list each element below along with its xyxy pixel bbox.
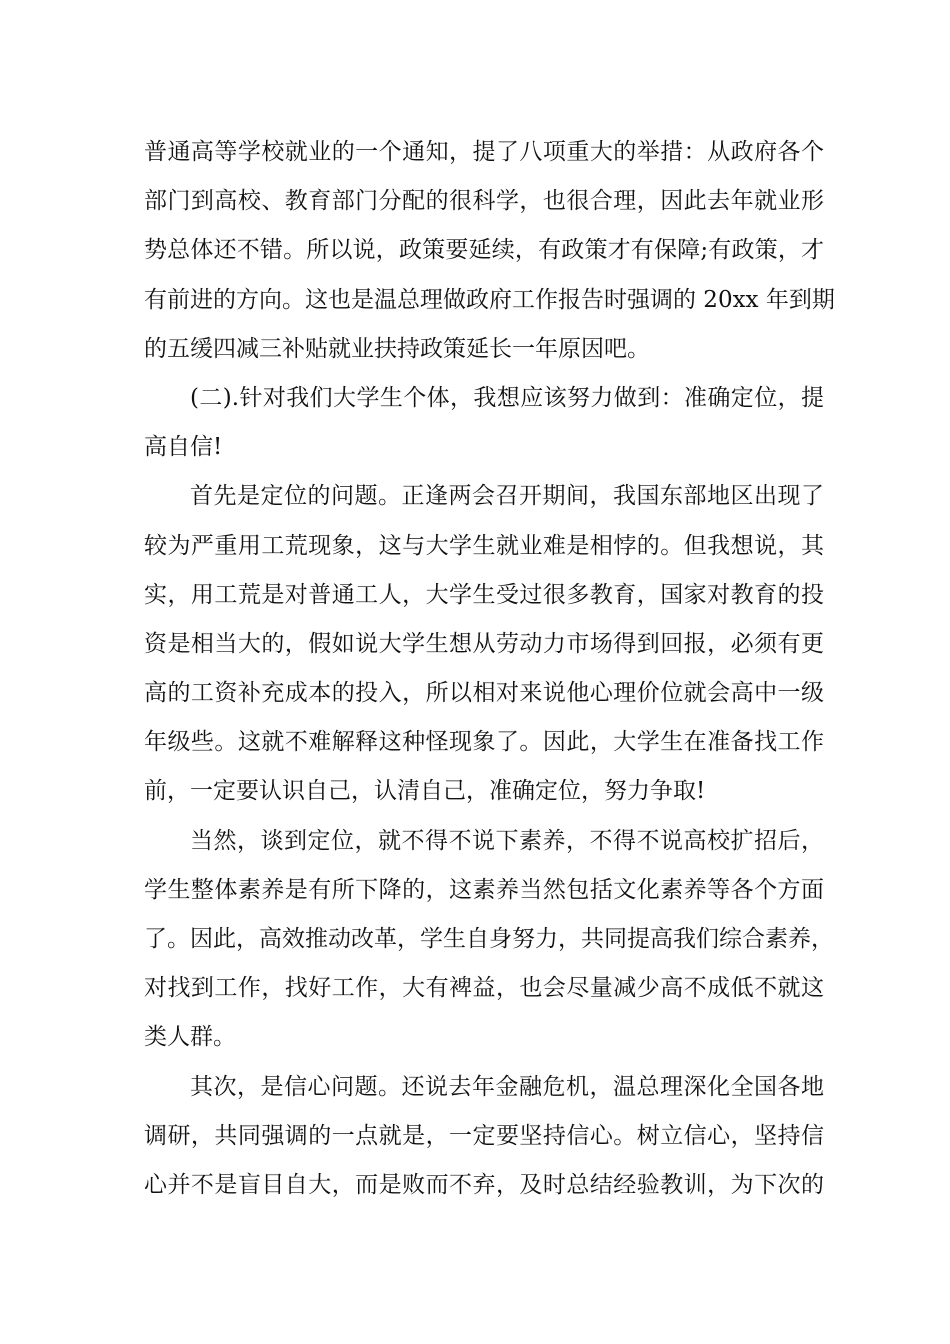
paragraph <box>144 472 824 816</box>
text-line: 类人群。 <box>144 1024 236 1051</box>
text-line: 其次，是信心问题。还说去年金融危机，温总理深化全国各地 <box>190 1073 824 1100</box>
paragraph <box>144 128 835 374</box>
text-line: 部门到高校、教育部门分配的很科学，也很合理，因此去年就业形 <box>144 188 824 215</box>
text-line: 势总体还不错。所以说，政策要延续，有政策才有保障;有政策，才 <box>144 237 824 264</box>
paragraph <box>144 817 834 1063</box>
text-line: 高自信! <box>144 434 223 461</box>
text-line: 实，用工荒是对普通工人，大学生受过很多教育，国家对教育的投 <box>144 581 824 608</box>
text-line: 年级些。这就不难解释这种怪现象了。因此，大学生在准备找工作 <box>144 729 824 756</box>
text-line: 有前进的方向。这也是温总理做政府工作报告时强调的 20xx 年到期 <box>144 286 835 313</box>
text-line: 学生整体素养是有所下降的，这素养当然包括文化素养等各个方面 <box>144 876 824 903</box>
text-line: 当然，谈到定位，就不得不说下素养，不得不说高校扩招后， <box>190 827 824 854</box>
text-line: 首先是定位的问题。正逢两会召开期间，我国东部地区出现了 <box>190 483 824 510</box>
text-line: 较为严重用工荒现象，这与大学生就业难是相悖的。但我想说，其 <box>144 532 824 559</box>
text-line: 资是相当大的，假如说大学生想从劳动力市场得到回报，必须有更 <box>144 630 824 657</box>
text-line: (二).针对我们大学生个体，我想应该努力做到：准确定位，提 <box>190 384 824 411</box>
text-line: 普通高等学校就业的一个通知，提了八项重大的举措：从政府各个 <box>144 139 824 165</box>
text-line: 高的工资补充成本的投入，所以相对来说他心理价位就会高中一级 <box>144 680 824 707</box>
paragraph <box>144 1063 824 1211</box>
text-line: 了。因此，高效推动改革，学生自身努力，共同提高我们综合素养， <box>144 926 834 952</box>
text-line: 调研，共同强调的一点就是，一定要坚持信心。树立信心，坚持信 <box>144 1122 824 1149</box>
text-line: 对找到工作，找好工作，大有裨益，也会尽量减少高不成低不就这 <box>144 975 824 1002</box>
paragraph <box>144 374 824 472</box>
text-line: 前，一定要认识自己，认清自己，准确定位，努力争取! <box>144 778 706 805</box>
text-line: 心并不是盲目自大，而是败而不弃，及时总结经验教训，为下次的 <box>144 1171 824 1198</box>
document-body <box>144 128 835 1210</box>
text-line: 的五缓四减三补贴就业扶持政策延长一年原因吧。 <box>144 335 650 362</box>
